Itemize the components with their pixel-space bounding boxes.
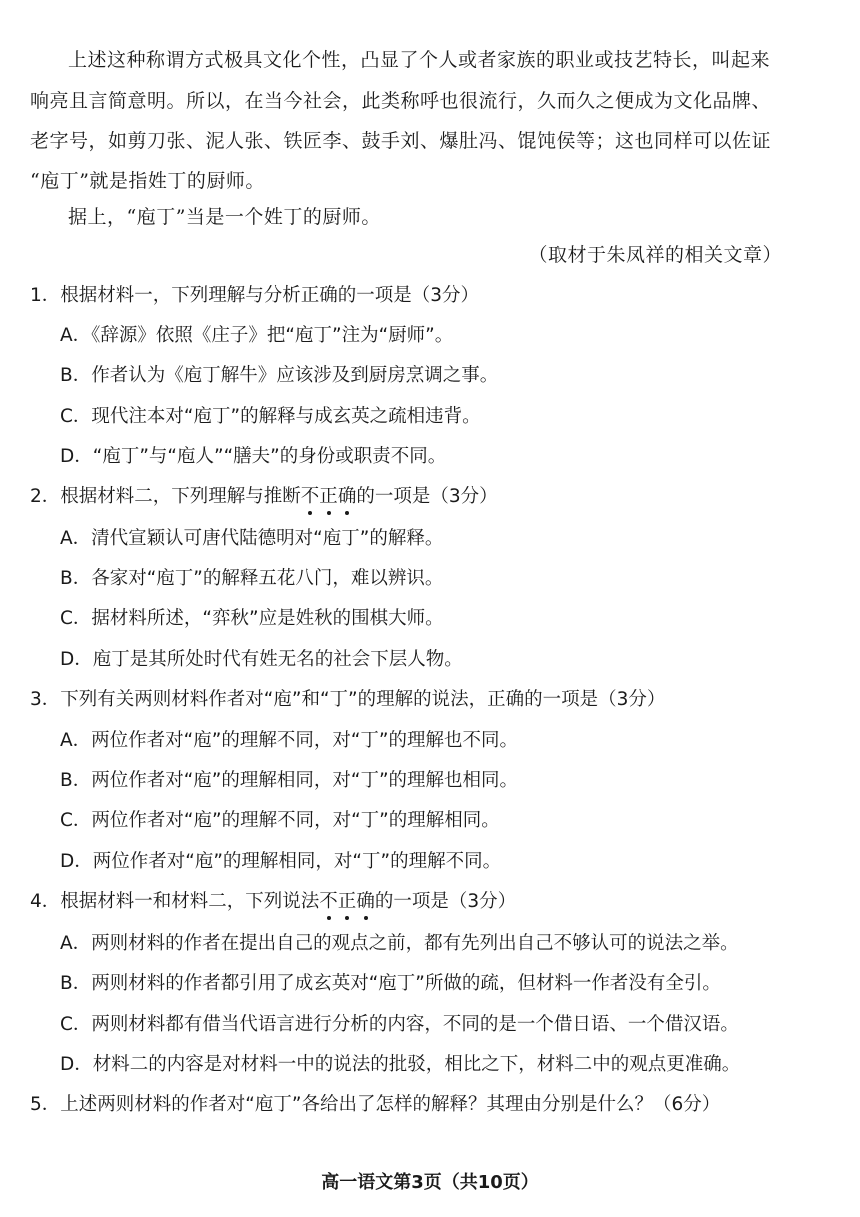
question-4-stem-after: 的一项是（3分） — [374, 891, 517, 912]
question-4-option-c: C．两则材料都有借当代语言进行分析的内容，不同的是一个借日语、一个借汉语。 — [60, 1014, 739, 1035]
passage-line-4: “庖丁”就是指姓丁的厨师。 — [30, 170, 265, 192]
question-4-stem — [30, 890, 516, 914]
question-2-stem — [30, 485, 498, 509]
passage-line-2: 响亮且言简意明。所以，在当今社会，此类称呼也很流行，久而久之便成为文化品牌、 — [30, 90, 772, 112]
question-4-option-a: A．两则材料的作者在提出自己的观点之前，都有先列出自己不够认可的说法之举。 — [60, 933, 739, 954]
question-3-option-c: C．两位作者对“庖”的理解不同，对“丁”的理解相同。 — [60, 810, 500, 831]
emphasis-char: 正 — [319, 486, 338, 507]
question-1-stem: 1．根据材料一，下列理解与分析正确的一项是（3分） — [30, 285, 480, 306]
passage-conclusion: 据上，“庖丁”当是一个姓丁的厨师。 — [68, 206, 381, 228]
page-footer: 高一语文第3页（共10页） — [321, 1172, 539, 1193]
passage-source: （取材于朱凤祥的相关文章） — [528, 244, 782, 266]
question-4-option-b: B．两则材料的作者都引用了成玄英对“庖丁”所做的疏，但材料一作者没有全引。 — [60, 973, 721, 994]
emphasis-char: 确 — [356, 891, 375, 912]
question-3-stem: 3．下列有关两则材料作者对“庖”和“丁”的理解的说法，正确的一项是（3分） — [30, 689, 666, 710]
question-4-stem-before: 4．根据材料一和材料二，下列说法 — [30, 891, 320, 912]
emphasis-char: 确 — [337, 486, 357, 507]
question-4-option-d: D．材料二的内容是对材料一中的说法的批驳，相比之下，材料二中的观点更准确。 — [60, 1054, 741, 1075]
emphasis-char: 不 — [300, 486, 320, 507]
passage-line-1: 上述这种称谓方式极具文化个性，凸显了个人或者家族的职业或技艺特长，叫起来 — [68, 49, 771, 71]
emphasis-char: 正 — [337, 891, 357, 912]
question-2-option-c: C．据材料所述，“弈秋”应是姓秋的围棋大师。 — [60, 608, 444, 629]
question-1-option-c: C．现代注本对“庖丁”的解释与成玄英之疏相违背。 — [60, 406, 481, 427]
question-1-option-b: B．作者认为《庖丁解牛》应该涉及到厨房烹调之事。 — [60, 365, 499, 386]
question-2-stem-after: 的一项是（3分） — [356, 486, 498, 507]
question-5-stem: 5．上述两则材料的作者对“庖丁”各给出了怎样的解释？其理由分别是什么？（6分） — [30, 1094, 721, 1115]
question-2-stem-before: 2．根据材料二，下列理解与推断 — [30, 486, 301, 507]
question-2-option-d: D．庖丁是其所处时代有姓无名的社会下层人物。 — [60, 649, 463, 670]
passage-line-3: 老字号，如剪刀张、泥人张、铁匠李、鼓手刘、爆肚冯、馄饨侯等；这也同样可以佐证 — [30, 130, 772, 152]
question-3-option-b: B．两位作者对“庖”的理解相同，对“丁”的理解也相同。 — [60, 770, 519, 791]
question-2-option-a: A．清代宣颖认可唐代陆德明对“庖丁”的解释。 — [60, 528, 444, 549]
question-3-option-a: A．两位作者对“庖”的理解不同，对“丁”的理解也不同。 — [60, 730, 518, 751]
question-1-option-d: D．“庖丁”与“庖人”“膳夫”的身份或职责不同。 — [60, 446, 447, 467]
question-1-option-a: A．《辞源》依照《庄子》把“庖丁”注为“厨师”。 — [60, 325, 454, 346]
emphasis-char: 不 — [319, 891, 338, 912]
question-3-option-d: D．两位作者对“庖”的理解相同，对“丁”的理解不同。 — [60, 851, 502, 872]
question-2-option-b: B．各家对“庖丁”的解释五花八门，难以辨识。 — [60, 568, 444, 589]
